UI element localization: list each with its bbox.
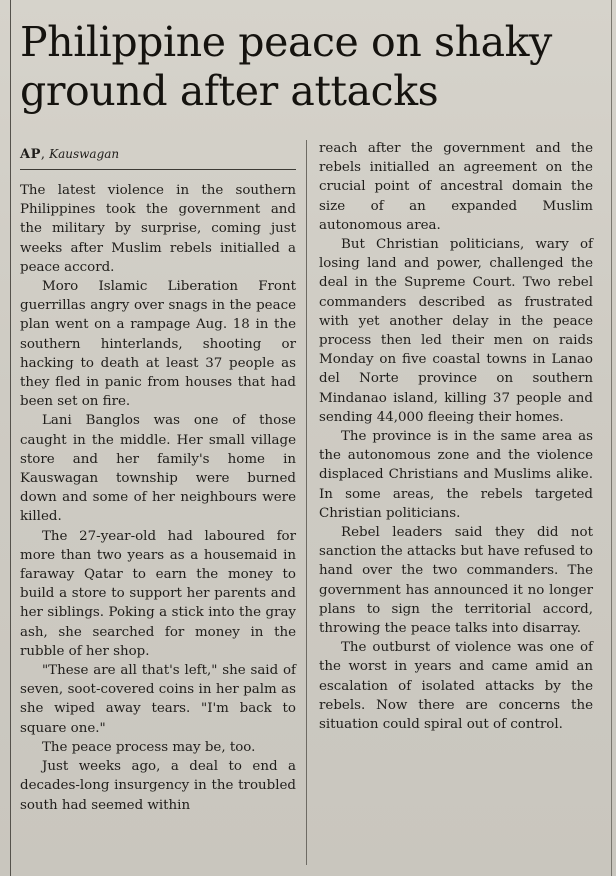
byline-separator: ,	[40, 147, 50, 162]
paragraph: Lani Banglos was one of those caught in the middle. Her small village store and her family's home in Kauswagan township were burned down and some of her neighbours were killed.	[20, 413, 296, 525]
paragraph: But Christian politicians, wary of losing land and power, challenged the deal in the Supreme Court. Two rebel commanders described as frustrated with yet another delay in the peace process then led their men on raids Monday on five coastal towns in Lanao del Norte province on southern Mindanao island, killing 37 people and sending 44,000 fleeing their homes.	[319, 237, 593, 425]
byline	[20, 145, 119, 164]
byline-agency: AP	[20, 147, 41, 162]
paragraph: The peace process may be, too.	[42, 739, 256, 755]
paragraph: The outburst of violence was one of the worst in years and came amid an escalation of isolated attacks by the rebels. Now there are concerns the situation could spiral out of control.	[319, 640, 593, 733]
left-border-rule	[10, 0, 11, 876]
byline-dateline: Kauswagan	[49, 147, 120, 161]
headline: Philippine peace on shaky ground after attacks	[20, 18, 552, 115]
right-column	[319, 139, 593, 734]
paragraph: The province is in the same area as the autonomous zone and the violence displaced Christians and Muslims alike. In some areas, the rebels targeted Christian politicians.	[319, 429, 593, 521]
paragraph: The 27-year-old had laboured for more than two years as a housemaid in faraway Qatar to earn the money to build a store to support her parents and her siblings. Poking a stick into the gray ash, she searched for money in the rubble of her shop.	[20, 528, 296, 659]
left-column	[20, 181, 296, 815]
byline-divider	[20, 169, 296, 170]
column-divider	[306, 140, 307, 865]
paragraph: "These are all that's left," she said of seven, soot-covered coins in her palm as she wiped away tears. "I'm back to square one."	[20, 663, 296, 736]
right-border-rule	[611, 0, 612, 876]
paragraph: Moro Islamic Liberation Front guerrillas angry over snags in the peace plan went on a rampage Aug. 18 in the southern hinterlands, shooting or hacking to death at least 37 people as they fled in panic from houses that had been set on fire.	[20, 279, 296, 410]
paragraph: Rebel leaders said they did not sanction the attacks but have refused to hand over the two commanders. The government has announced it no longer plans to sign the territorial accord, throwing the peace talks into disarray.	[319, 525, 593, 637]
paragraph: reach after the government and the rebels initialled an agreement on the crucial point of ancestral domain the size of an expanded Muslim autonomous area.	[319, 141, 593, 233]
paragraph: The latest violence in the southern Philippines took the government and the military by surprise, coming just weeks after Muslim rebels initialled a peace accord.	[20, 183, 296, 275]
paragraph: Just weeks ago, a deal to end a decades-long insurgency in the troubled south had seemed within	[20, 759, 296, 813]
